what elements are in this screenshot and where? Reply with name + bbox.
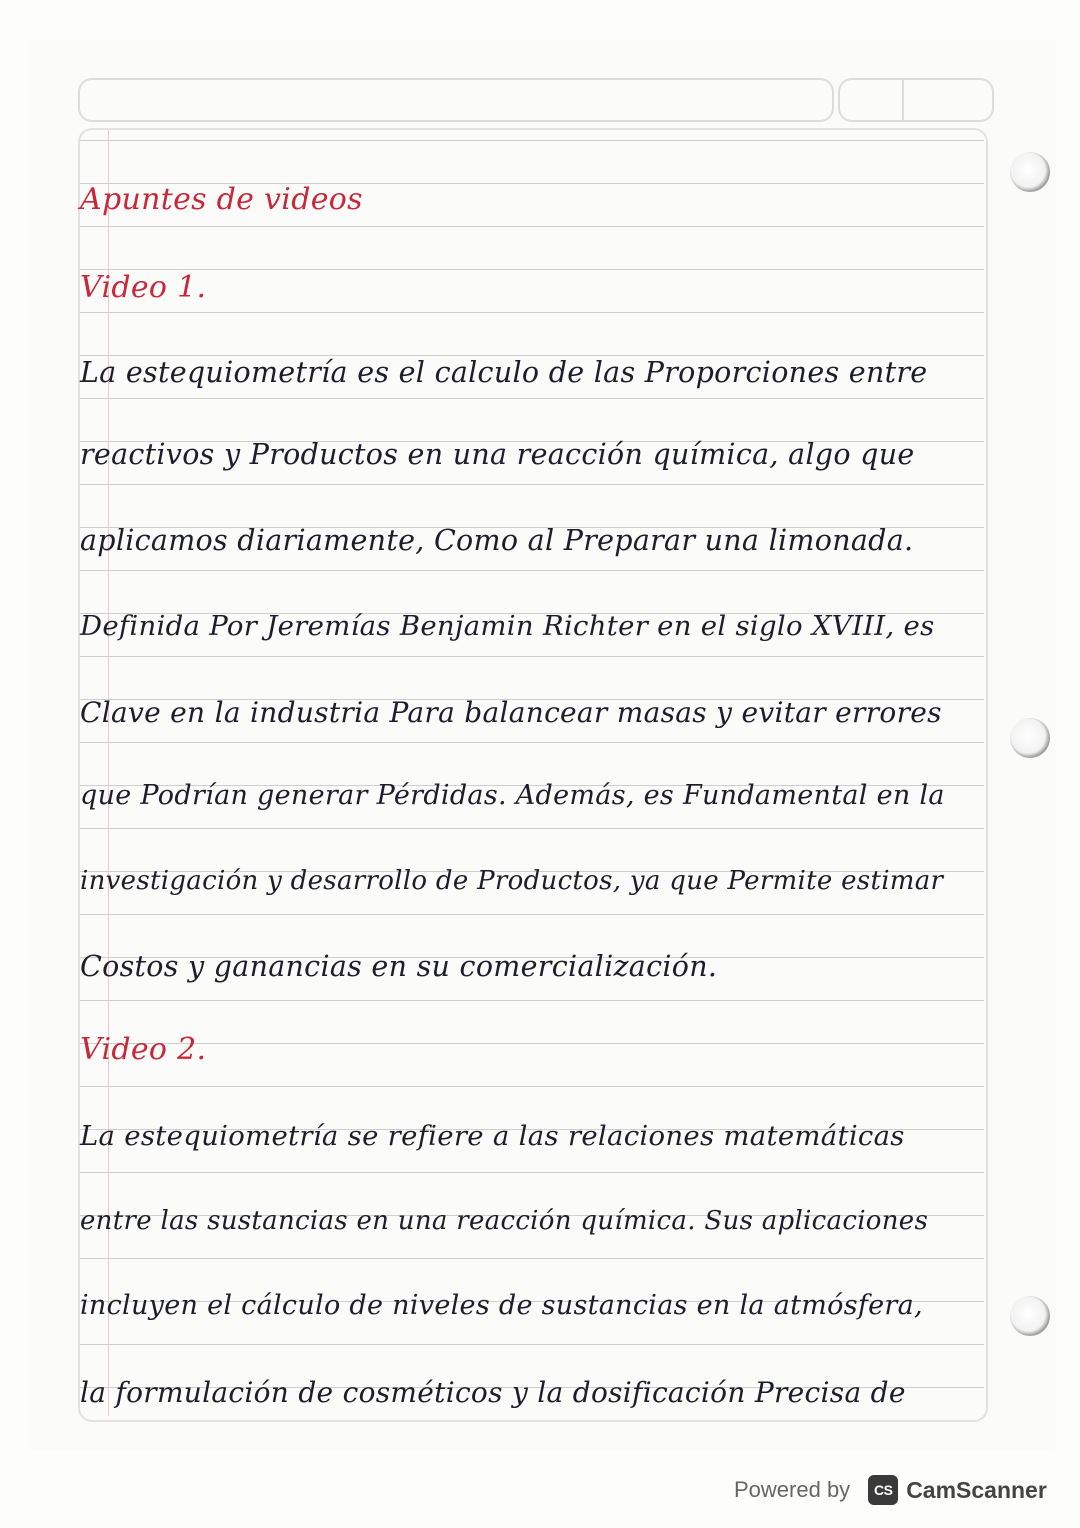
camscanner-logo-icon: CS	[868, 1475, 898, 1505]
ruled-line	[80, 828, 984, 829]
section-heading-video-2: Video 2.	[80, 1032, 207, 1067]
ruled-line	[80, 312, 984, 313]
paragraph-line: reactivos y Productos en una reacción química, algo que	[80, 438, 915, 471]
ruled-line	[80, 1086, 984, 1087]
camscanner-watermark	[734, 1468, 1047, 1512]
paragraph-line: aplicamos diariamente, Como al Preparar una limonada.	[80, 524, 914, 557]
ruled-line	[80, 914, 984, 915]
ruled-line	[80, 656, 984, 657]
paragraph-line: que Podrían generar Pérdidas. Además, es Fundamental en la	[80, 780, 945, 811]
paragraph-line: La estequiometría se refiere a las relaciones matemáticas	[80, 1120, 905, 1152]
ruled-line	[80, 398, 984, 399]
ruled-line	[80, 1000, 984, 1001]
powered-by-label: Powered by	[734, 1477, 851, 1502]
paragraph-line: Clave en la industria Para balancear masas y evitar errores	[80, 696, 942, 729]
paragraph-line: investigación y desarrollo de Productos, ya que Permite estimar	[80, 866, 944, 896]
camscanner-brand: CamScanner	[906, 1476, 1047, 1503]
section-heading-video-1: Video 1.	[80, 270, 207, 305]
paragraph-line: La estequiometría es el calculo de las Proporciones entre	[80, 356, 928, 389]
paragraph-line: Definida Por Jeremías Benjamin Richter en el siglo XVIII, es	[80, 610, 935, 642]
header-field-left	[78, 78, 834, 122]
header-field-right	[838, 78, 994, 122]
ruled-line	[80, 570, 984, 571]
ruled-line	[80, 1258, 984, 1259]
ruled-line	[80, 140, 984, 141]
ruled-line	[80, 1043, 984, 1044]
ruled-line	[80, 484, 984, 485]
binder-hole-middle	[1010, 718, 1050, 758]
binder-hole-bottom	[1010, 1296, 1050, 1336]
binder-hole-top	[1010, 152, 1050, 192]
paragraph-line: Costos y ganancias en su comercialización.	[80, 950, 718, 983]
ruled-line	[80, 269, 984, 270]
ruled-line	[80, 1172, 984, 1173]
ruled-line	[80, 742, 984, 743]
ruled-line	[80, 1344, 984, 1345]
paragraph-line: incluyen el cálculo de niveles de sustancias en la atmósfera,	[80, 1290, 923, 1321]
ruled-line	[80, 226, 984, 227]
paragraph-line: entre las sustancias en una reacción química. Sus aplicaciones	[80, 1206, 929, 1236]
paragraph-line: la formulación de cosméticos y la dosificación Precisa de	[80, 1376, 906, 1409]
notes-title: Apuntes de videos	[80, 182, 363, 217]
